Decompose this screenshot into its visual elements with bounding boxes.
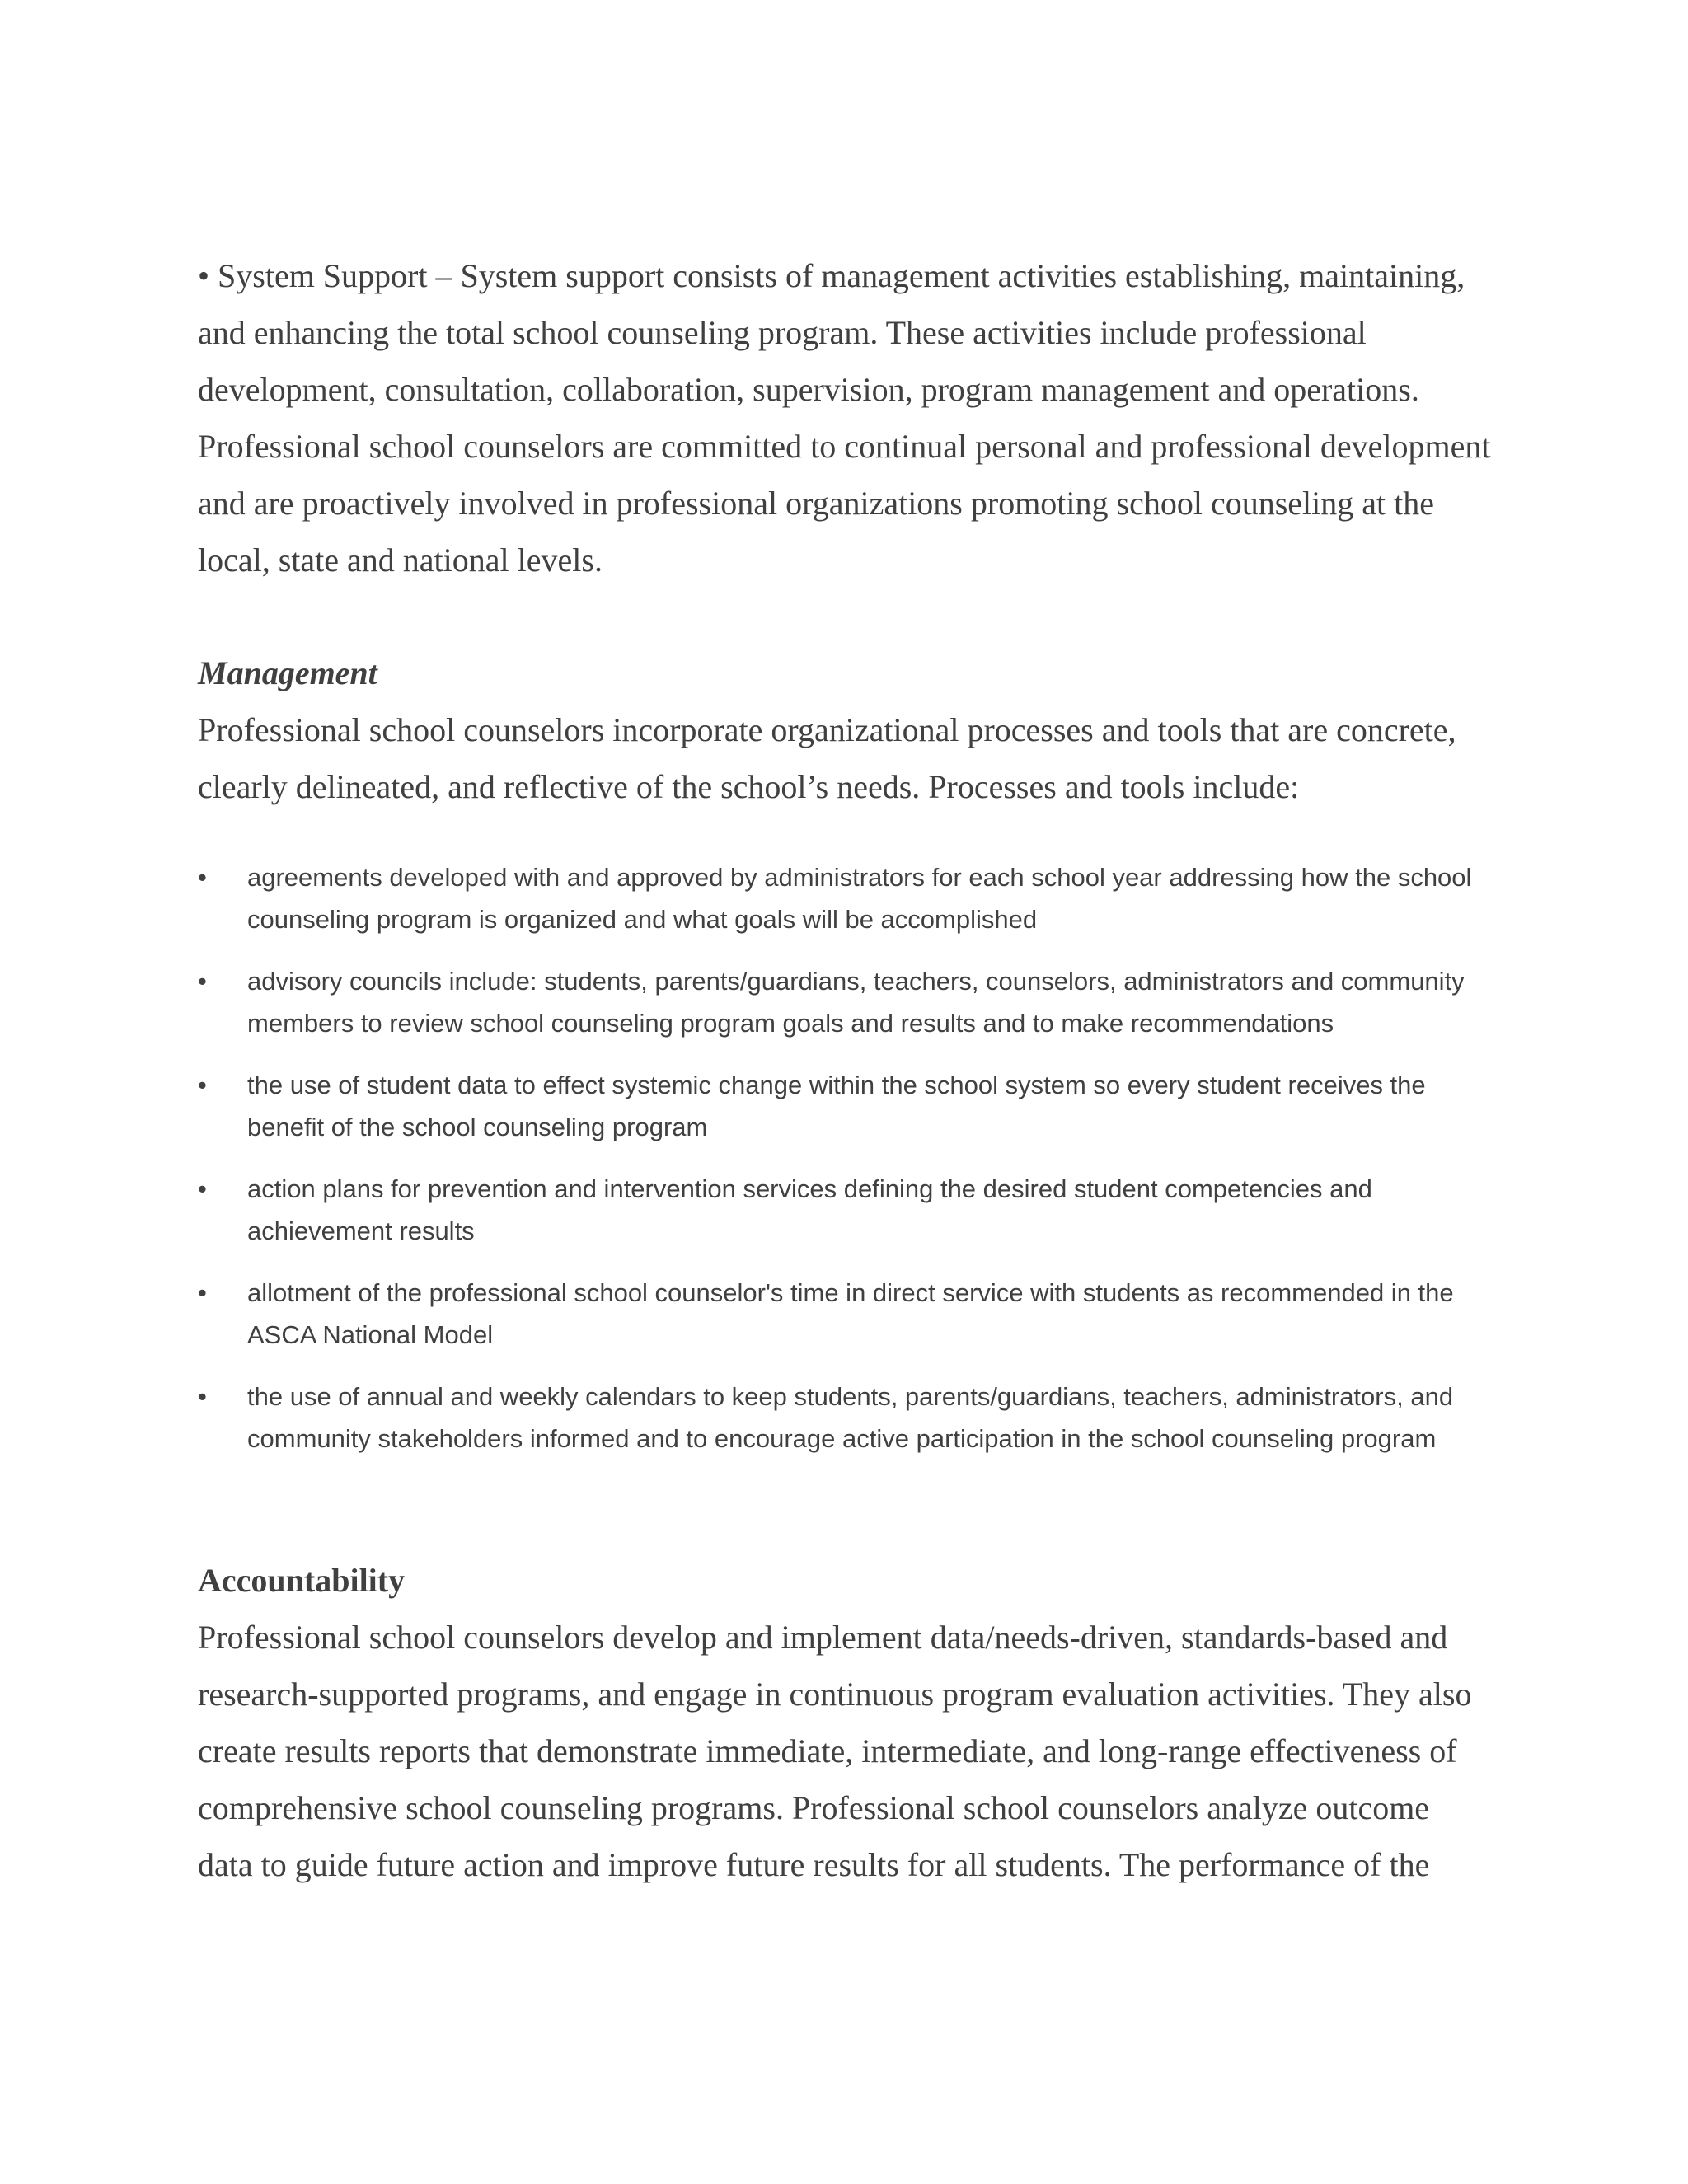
- accountability-heading: Accountability: [198, 1562, 406, 1599]
- list-item: [198, 856, 1492, 940]
- bullet-icon: •: [198, 863, 207, 892]
- management-list: [198, 856, 1492, 1460]
- system-support-text: System Support – System support consists of management activities establishing, maintaining, and enhancing the total school counseling program. These activities include professional development, consultation, collaboration, supervision, program management and operations. Professional school counselors are committed to continual personal and professional development and are proactively involved in professional organizations promoting school counseling at the local, state and national levels.: [198, 257, 1491, 579]
- list-item: [198, 1168, 1492, 1252]
- list-item: [198, 1064, 1492, 1148]
- management-heading: Management: [198, 654, 377, 691]
- list-item-text: the use of annual and weekly calendars to keep students, parents/guardians, teachers, administrators, and community stakeholders informed and to encourage active participation in the school counseling program: [247, 1382, 1454, 1453]
- bullet-icon: •: [198, 1174, 207, 1203]
- list-item: [198, 1272, 1492, 1356]
- list-item: [198, 1376, 1492, 1460]
- list-item-text: allotment of the professional school counselor's time in direct service with students as recommended in the ASCA National Model: [247, 1278, 1454, 1349]
- list-item-text: agreements developed with and approved by administrators for each school year addressing how the school counseling program is organized and what goals will be accomplished: [247, 863, 1472, 934]
- document-body: [198, 247, 1492, 1893]
- list-item: [198, 960, 1492, 1044]
- management-intro: Professional school counselors incorporate organizational processes and tools that are concrete, clearly delineated, and reflective of the school’s needs. Processes and tools include:: [198, 711, 1456, 805]
- bullet-icon: •: [198, 967, 207, 996]
- list-item-text: advisory councils include: students, parents/guardians, teachers, counselors, administrators and community members to review school counseling program goals and results and to make recommendations: [247, 967, 1465, 1038]
- list-item-text: the use of student data to effect systemic change within the school system so every student receives the benefit of the school counseling program: [247, 1071, 1426, 1141]
- system-support-paragraph: [198, 247, 1492, 588]
- system-support-bullet: •: [198, 257, 210, 294]
- bullet-icon: •: [198, 1071, 207, 1099]
- accountability-paragraph: Professional school counselors develop and implement data/needs-driven, standards-based and research-supported programs, and engage in continuous program evaluation activities. They also create results reports that demonstrate immediate, intermediate, and long-range effectiveness of comprehensive school counseling programs. Professional school counselors analyze outcome data to guide future action and improve future results for all students. The performance of the: [198, 1619, 1472, 1883]
- list-item-text: action plans for prevention and intervention services defining the desired student competencies and achievement results: [247, 1174, 1372, 1245]
- bullet-icon: •: [198, 1278, 207, 1307]
- bullet-icon: •: [198, 1382, 207, 1411]
